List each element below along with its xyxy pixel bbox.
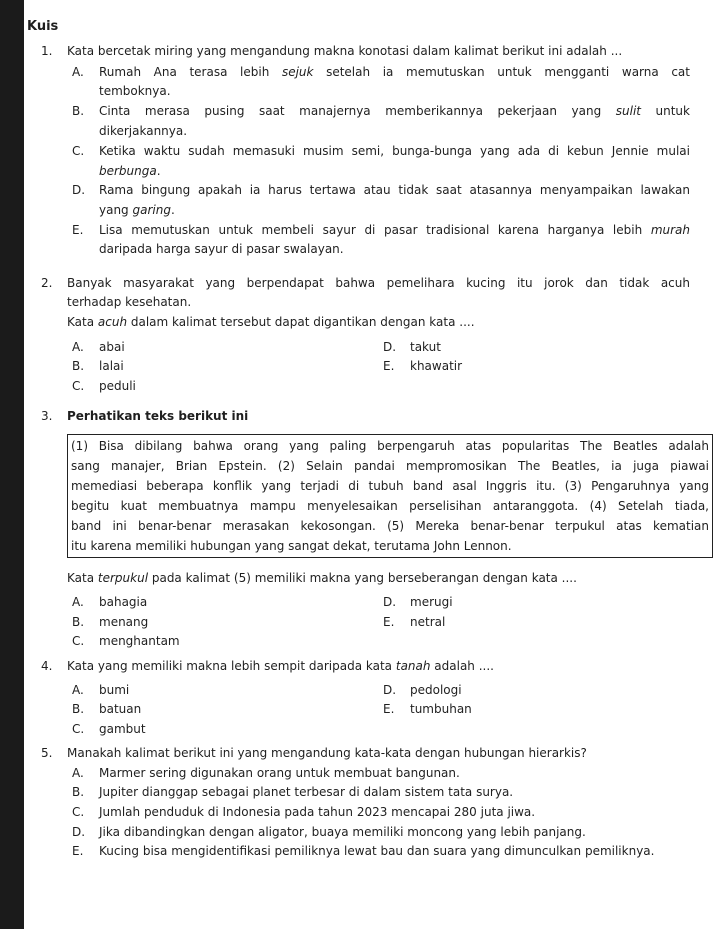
option-a-line-1: Rumah Ana terasa lebih sejuk setelah ia memutuskan untuk mengganti warna cat	[99, 65, 690, 79]
passage-line: itu karena memiliki hubungan yang sangat dekat, terutama John Lennon.	[71, 539, 512, 553]
option-c-line-2: berbunga.	[99, 164, 161, 178]
option-letter: B.	[72, 359, 85, 373]
question-stem-line-1: Banyak masyarakat yang berpendapat bahwa pemelihara kucing itu jorok dan tidak acuh	[67, 276, 690, 290]
option-e: Kucing bisa mengidentifikasi pemiliknya lewat bau dan suara yang dimunculkan pemiliknya.	[99, 844, 655, 858]
option-b: batuan	[99, 702, 142, 716]
option-letter: E.	[383, 359, 395, 373]
option-letter: C.	[72, 144, 85, 158]
option-b-line-1: Cinta merasa pusing saat manajernya memberikannya pekerjaan yang sulit untuk	[99, 104, 690, 118]
option-letter: C.	[72, 379, 85, 393]
option-d-line-2: yang garing.	[99, 203, 175, 217]
question-stem: Manakah kalimat berikut ini yang mengandung kata-kata dengan hubungan hierarkis?	[67, 746, 587, 760]
option-letter: C.	[72, 634, 85, 648]
question-number: 5.	[41, 746, 53, 760]
option-letter: A.	[72, 683, 84, 697]
option-b: Jupiter dianggap sebagai planet terbesar di dalam sistem tata surya.	[99, 785, 514, 799]
option-letter: B.	[72, 615, 85, 629]
option-d: Jika dibandingkan dengan aligator, buaya memiliki moncong yang lebih panjang.	[99, 825, 586, 839]
option-d: merugi	[410, 595, 453, 609]
question-stem-line-2: terhadap kesehatan.	[67, 295, 192, 309]
option-letter: B.	[72, 702, 85, 716]
question-stem: Kata yang memiliki makna lebih sempit daripada kata tanah adalah ....	[67, 659, 494, 673]
option-letter: E.	[72, 844, 84, 858]
option-letter: E.	[383, 615, 395, 629]
option-a-line-2: temboknya.	[99, 84, 171, 98]
option-a: bumi	[99, 683, 130, 697]
option-letter: A.	[72, 340, 84, 354]
question-instruction: Kata acuh dalam kalimat tersebut dapat digantikan dengan kata ....	[67, 315, 475, 329]
question-number: 1.	[41, 44, 53, 58]
option-c: Jumlah penduduk di Indonesia pada tahun 2023 mencapai 280 juta jiwa.	[99, 805, 536, 819]
option-letter: E.	[383, 702, 395, 716]
option-letter: A.	[72, 766, 84, 780]
option-letter: A.	[72, 595, 84, 609]
option-b: lalai	[99, 359, 124, 373]
passage-box	[67, 434, 713, 558]
option-letter: B.	[72, 104, 85, 118]
left-edge-bar	[0, 0, 24, 929]
option-letter: D.	[383, 683, 397, 697]
option-letter: D.	[383, 340, 397, 354]
option-e: khawatir	[410, 359, 463, 373]
option-a: Marmer sering digunakan orang untuk membuat bangunan.	[99, 766, 460, 780]
passage-line: memediasi beberapa konflik yang terjadi di tubuh band asal Inggris itu. (3) Pengaruhnya yang	[71, 479, 709, 493]
option-b: menang	[99, 615, 149, 629]
option-d-line-1: Rama bingung apakah ia harus tertawa atau tidak saat atasannya menyampaikan lawakan	[99, 183, 690, 197]
option-a: bahagia	[99, 595, 148, 609]
passage-line: sang manajer, Brian Epstein. (2) Selain pandai mempromosikan The Beatles, ia juga piawai	[71, 459, 709, 473]
option-d: takut	[410, 340, 441, 354]
passage-line: (1) Bisa dibilang bahwa orang yang paling berpengaruh atas popularitas The Beatles adalah	[71, 439, 709, 453]
option-c: gambut	[99, 722, 146, 736]
option-letter: D.	[72, 825, 86, 839]
option-e: tumbuhan	[410, 702, 472, 716]
question-heading: Perhatikan teks berikut ini	[67, 409, 249, 423]
quiz-title: Kuis	[27, 19, 59, 34]
option-a: abai	[99, 340, 125, 354]
question-stem: Kata bercetak miring yang mengandung makna konotasi dalam kalimat berikut ini adalah ...	[67, 44, 623, 58]
option-letter: A.	[72, 65, 84, 79]
option-c: peduli	[99, 379, 136, 393]
option-letter: B.	[72, 785, 85, 799]
quiz-page	[24, 0, 720, 929]
option-b-line-2: dikerjakannya.	[99, 124, 188, 138]
option-letter: D.	[72, 183, 86, 197]
option-e-line-1: Lisa memutuskan untuk membeli sayur di pasar tradisional karena harganya lebih murah	[99, 223, 690, 237]
option-letter: D.	[383, 595, 397, 609]
option-e-line-2: daripada harga sayur di pasar swalayan.	[99, 242, 344, 256]
option-d: pedologi	[410, 683, 462, 697]
question-instruction: Kata terpukul pada kalimat (5) memiliki makna yang berseberangan dengan kata ....	[67, 571, 577, 585]
option-c: menghantam	[99, 634, 180, 648]
option-e: netral	[410, 615, 446, 629]
option-letter: C.	[72, 805, 85, 819]
passage-line: begitu kuat membuatnya mampu menyelesaikan perselisihan antaranggota. (4) Setelah tiada,	[71, 499, 709, 513]
question-number: 2.	[41, 276, 53, 290]
passage-line: band ini benar-benar merasakan kekosongan. (5) Mereka benar-benar terpukul atas kematian	[71, 519, 709, 533]
question-number: 3.	[41, 409, 53, 423]
option-c-line-1: Ketika waktu sudah memasuki musim semi, bunga-bunga yang ada di kebun Jennie mulai	[99, 144, 690, 158]
option-letter: E.	[72, 223, 84, 237]
question-number: 4.	[41, 659, 53, 673]
option-letter: C.	[72, 722, 85, 736]
